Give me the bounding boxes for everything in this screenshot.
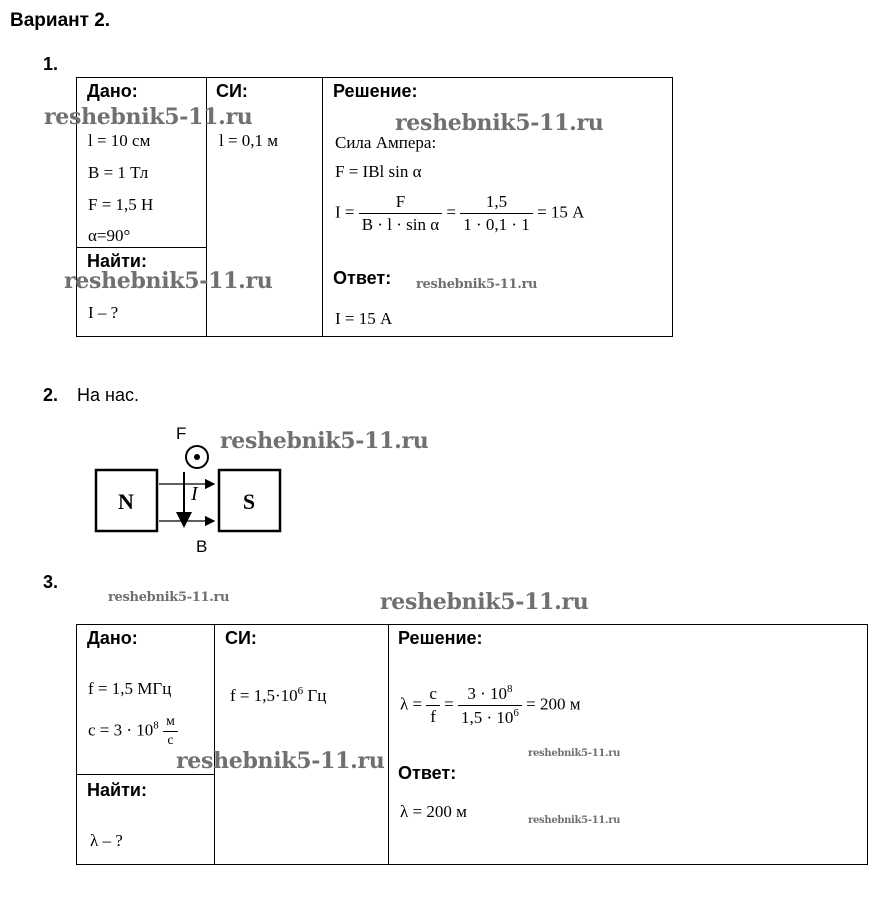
task3-answer: λ = 200 м xyxy=(400,802,467,821)
calc3-den-exp: 6 xyxy=(513,707,519,719)
task3-divider-1 xyxy=(214,624,215,865)
task1-given-b: B = 1 Тл xyxy=(88,163,149,182)
fraction-2 xyxy=(460,192,533,235)
watermark: reshebnik5-11.ru xyxy=(44,104,253,130)
task2-text: На нас. xyxy=(77,385,139,405)
given-c-exp: 8 xyxy=(153,719,159,732)
task3-solution-header: Решение: xyxy=(398,628,483,648)
south-pole-label: S xyxy=(242,489,256,514)
task1-divider-3 xyxy=(76,247,207,248)
task3-calculation: λ = $\frac{c}{f}$ = $\frac{3 \cdot 10^8}{1,5 \cdot 10^6}$ = 200 м xyxy=(400,683,581,727)
task1-find: I – ? xyxy=(88,303,119,322)
task3-divider-2 xyxy=(388,624,389,865)
watermark: reshebnik5-11.ru xyxy=(220,428,429,454)
task3-si-header: СИ: xyxy=(225,628,257,648)
watermark: reshebnik5-11.ru xyxy=(64,268,273,294)
task1-answer-header: Ответ: xyxy=(333,268,392,288)
given-c-unit xyxy=(163,714,178,749)
task3-divider-3 xyxy=(76,774,215,775)
task1-formula: F = IBl sin α xyxy=(335,162,422,181)
calc3-lhs: λ = xyxy=(400,694,423,714)
task1-given-alpha: α=90° xyxy=(88,226,131,245)
task1-calculation: I = $\frac{F}{\text{B · l · sin α}}$ = $\frac{1,5}{1 \cdot 0,1 \cdot 1}$ = 15 А xyxy=(335,192,585,234)
fraction-1-numerator: F xyxy=(359,192,442,214)
calc3-result: = 200 м xyxy=(526,694,581,714)
si-base: f = 1,5·10 xyxy=(230,686,298,705)
north-pole-label: N xyxy=(118,489,134,514)
task3-table xyxy=(76,624,868,865)
watermark: reshebnik5-11.ru xyxy=(528,815,621,826)
calc-result: = 15 А xyxy=(537,202,585,222)
task1-find-header: Найти: xyxy=(87,251,147,271)
given-c-unit-num: м xyxy=(163,714,178,732)
task1-given-l: l = 10 см xyxy=(88,131,151,150)
watermark: reshebnik5-11.ru xyxy=(416,277,538,292)
fraction-1-denominator: B · l · sin α xyxy=(361,215,440,234)
fraction-1 xyxy=(359,192,442,235)
calc3-fraction-1-den: f xyxy=(430,707,436,726)
calc3-fraction-2-den xyxy=(458,706,522,728)
current-label: I xyxy=(191,483,198,505)
watermark: reshebnik5-11.ru xyxy=(176,748,385,774)
calc3-fraction-2 xyxy=(458,683,522,728)
si-unit: Гц xyxy=(307,686,327,705)
watermark: reshebnik5-11.ru xyxy=(108,590,230,605)
given-c-unit-den: с xyxy=(167,733,174,748)
task1-solution-header: Решение: xyxy=(333,81,418,101)
task1-solution-title: Сила Ампера: xyxy=(335,133,437,152)
page-title: Вариант 2. xyxy=(10,10,111,31)
fraction-2-denominator: 1 · 0,1 · 1 xyxy=(463,215,530,234)
watermark: reshebnik5-11.ru xyxy=(395,110,604,136)
task3-answer-header: Ответ: xyxy=(398,763,457,783)
field-label: B xyxy=(196,537,208,556)
task1-si-l: l = 0,1 м xyxy=(219,131,279,150)
fraction-2-numerator: 1,5 xyxy=(460,192,533,214)
force-label: F xyxy=(176,424,187,443)
given-c-base: c = 3 · 10 xyxy=(88,720,154,740)
task1-given-header: Дано: xyxy=(87,81,138,101)
task1-divider-2 xyxy=(322,77,323,337)
calc-lhs: I = xyxy=(335,202,355,222)
task3-given-f: f = 1,5 МГц xyxy=(88,679,172,698)
calc3-fraction-1 xyxy=(426,684,440,727)
task1-given-f: F = 1,5 Н xyxy=(88,195,154,214)
calc3-num-base: 3 · 10 xyxy=(467,684,508,703)
task1-answer: I = 15 А xyxy=(335,309,393,328)
task3-si-f xyxy=(230,685,326,706)
calc3-num-exp: 8 xyxy=(507,683,513,695)
task2-number: 2. xyxy=(43,385,59,405)
task3-given-header: Дано: xyxy=(87,628,138,648)
calc3-fraction-2-num xyxy=(458,683,522,706)
task1-number: 1. xyxy=(43,54,59,74)
task3-find: λ – ? xyxy=(90,831,123,850)
task3-find-header: Найти: xyxy=(87,780,147,800)
task1-si-header: СИ: xyxy=(216,81,248,101)
force-dot-icon xyxy=(194,454,200,460)
si-exp: 6 xyxy=(297,685,304,697)
watermark: reshebnik5-11.ru xyxy=(528,748,621,759)
task3-number: 3. xyxy=(43,572,59,592)
watermark: reshebnik5-11.ru xyxy=(380,589,589,615)
calc3-den-base: 1,5 · 10 xyxy=(460,708,514,727)
calc3-fraction-1-num: c xyxy=(426,684,440,706)
task3-given-c xyxy=(88,714,178,749)
